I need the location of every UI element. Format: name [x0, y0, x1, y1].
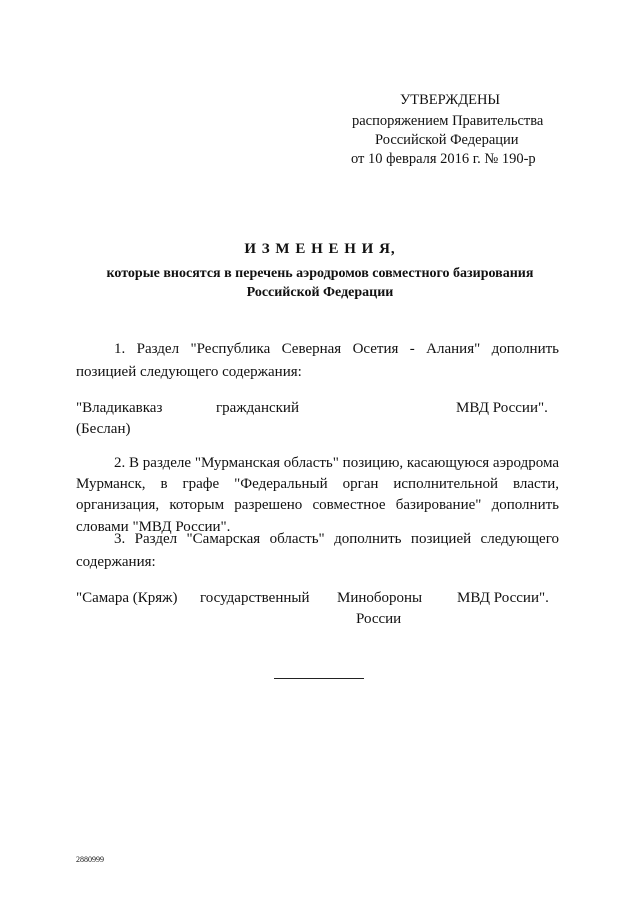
row-2-ministry: Минобороны [337, 590, 423, 606]
row-1-airfield-cont: (Беслан) [76, 421, 131, 437]
item-2-line-3: организация, которым разрешено совместное базирование" дополнить [76, 497, 559, 513]
row-1-airfield: "Владикавказ [76, 400, 163, 416]
row-1-authority: МВД России". [456, 400, 548, 416]
approval-line-2: Российской Федерации [375, 132, 519, 148]
heading-subtitle-2: Российской Федерации [246, 285, 394, 300]
approval-line-3: от 10 февраля 2016 г. № 190-р [351, 151, 536, 167]
item-1-line-1: 1. Раздел "Республика Северная Осетия - Алания" дополнить [114, 341, 559, 357]
heading-subtitle-1: которые вносятся в перечень аэродромов совместного базирования [106, 266, 534, 281]
item-3-line-1: 3. Раздел "Самарская область" дополнить позицией следующего [114, 531, 559, 547]
heading-title: И З М Е Н Е Н И Я, [244, 241, 396, 257]
row-2-category: государственный [200, 590, 310, 606]
approval-title: УТВЕРЖДЕНЫ [400, 92, 501, 108]
approval-line-1: распоряжением Правительства [352, 113, 544, 129]
item-2-line-4: словами "МВД России". [76, 519, 231, 535]
item-2-line-1: 2. В разделе "Мурманская область" позицию, касающуюся аэродрома [114, 455, 559, 471]
document-code: 2880999 [76, 855, 104, 864]
item-3-line-2: содержания: [76, 554, 156, 570]
item-1-line-2: позицией следующего содержания: [76, 364, 302, 380]
row-2-ministry-cont: России [356, 611, 402, 627]
row-1-category: гражданский [216, 400, 299, 416]
row-2-authority: МВД России". [457, 590, 549, 606]
item-2-line-2: Мурманск, в графе "Федеральный орган исполнительной власти, [76, 476, 559, 492]
row-2-airfield: "Самара (Кряж) [76, 590, 178, 606]
end-divider [274, 678, 364, 679]
